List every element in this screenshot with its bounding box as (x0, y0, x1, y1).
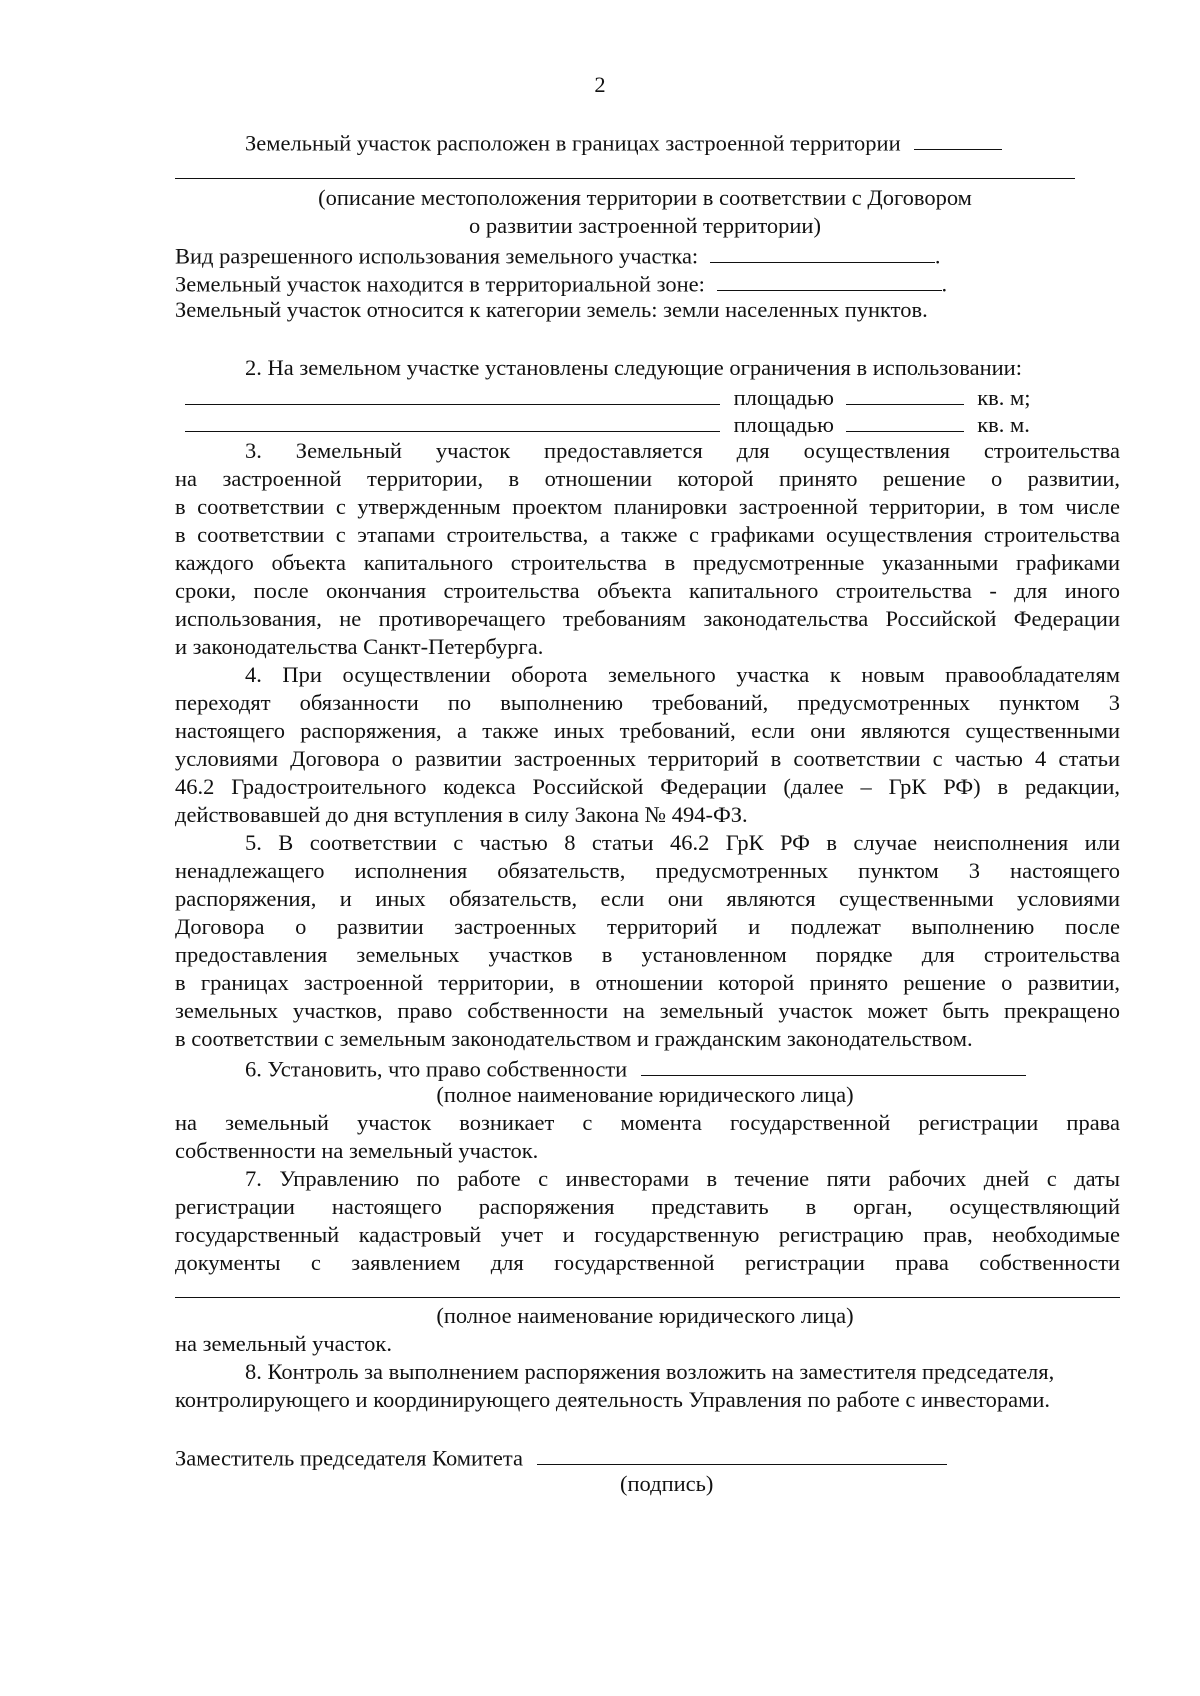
p7-line: регистрации настоящего распоряжения представить в орган, осуществляющий (175, 1194, 1120, 1219)
land-category-line: Земельный участок относится к категории земель: земли населенных пунктов. (175, 297, 928, 322)
p4-line: 46.2 Градостроительного кодекса Российской Федерации (далее – ГрК РФ) в редакции, (175, 774, 1120, 799)
legal-entity-blank-1[interactable] (641, 1054, 1026, 1076)
p4-line: переходят обязанности по выполнению требований, предусмотренных пунктом 3 (175, 690, 1120, 715)
p4-line: 4. При осуществлении оборота земельного участка к новым правообладателям (245, 662, 1120, 687)
p3-line: на застроенной территории, в отношении которой принято решение о развитии, (175, 466, 1120, 491)
area-label-2: площадью (733, 412, 834, 438)
signature-line (175, 1443, 947, 1471)
area-label-1: площадью (733, 385, 834, 411)
built-up-territory-line (245, 128, 1002, 156)
p5-line: 5. В соответствии с частью 8 статьи 46.2 ГрК РФ в случае неисполнения или (245, 830, 1120, 855)
p6-lead-line (245, 1054, 1026, 1082)
location-caption-1: (описание местоположения территории в соответствии с Договором (318, 185, 972, 210)
territorial-zone-label: Земельный участок находится в территориальной зоне: (175, 271, 705, 297)
p3-line: 3. Земельный участок предоставляется для осуществления строительства (245, 438, 1120, 463)
p3-line: в соответствии с этапами строительства, а также с графиками осуществления строительства (175, 522, 1120, 547)
p2-text: 2. На земельном участке установлены следующие ограничения в использовании: (245, 355, 1022, 380)
p3-line: каждого объекта капитального строительства в предусмотренные указанными графиками (175, 550, 1120, 575)
permitted-use-blank[interactable] (710, 241, 935, 263)
area-1-blank[interactable] (846, 383, 964, 405)
built-up-territory-blank[interactable] (914, 128, 1002, 150)
location-blank-rule[interactable] (175, 178, 1075, 179)
p7-line: документы с заявлением для государственной регистрации права собственности (175, 1250, 1120, 1275)
page-number: 2 (594, 72, 606, 97)
p6-line: собственности на земельный участок. (175, 1138, 539, 1163)
location-caption-2: о развитии застроенной территории) (469, 213, 821, 238)
built-up-territory-text: Земельный участок расположен в границах застроенной территории (245, 130, 901, 156)
unit-1: кв. м; (977, 385, 1031, 411)
restriction-1-blank[interactable] (185, 383, 720, 405)
signature-label: Заместитель председателя Комитета (175, 1445, 523, 1471)
p8-line: 8. Контроль за выполнением распоряжения возложить на заместителя председателя, (245, 1359, 1055, 1384)
unit-2: кв. м. (977, 412, 1030, 438)
territorial-zone-blank[interactable] (717, 269, 942, 291)
p8-line: контролирующего и координирующего деятельность Управления по работе с инвесторами. (175, 1387, 1050, 1412)
p7-line: государственный кадастровый учет и государственную регистрацию прав, необходимые (175, 1222, 1120, 1247)
p3-line: использования, не противоречащего требованиям законодательства Российской Федерации (175, 606, 1120, 631)
territorial-zone-line: Земельный участок находится в территориальной зоне: . (175, 269, 947, 297)
p3-line: сроки, после окончания строительства объекта капитального строительства - для иного (175, 578, 1120, 603)
p4-line: условиями Договора о развитии застроенных территорий в соответствии с частью 4 статьи (175, 746, 1120, 771)
p2-restriction-row-1 (185, 383, 1031, 411)
p5-line: распоряжения, и иных обязательств, если они являются существенными условиями (175, 886, 1120, 911)
legal-entity-blank-2[interactable] (175, 1297, 1120, 1298)
restriction-2-blank[interactable] (185, 410, 720, 432)
p7-line: 7. Управлению по работе с инвесторами в течение пяти рабочих дней с даты (245, 1166, 1120, 1191)
p5-line: Договора о развитии застроенных территорий и подлежат выполнению после (175, 914, 1120, 939)
p6-caption: (полное наименование юридического лица) (436, 1082, 854, 1107)
p3-line: и законодательства Санкт-Петербурга. (175, 634, 544, 659)
p7-tail: на земельный участок. (175, 1331, 392, 1356)
p6-lead: 6. Установить, что право собственности (245, 1056, 628, 1082)
p5-line: земельных участков, право собственности на земельный участок может быть прекращено (175, 998, 1120, 1023)
p6-line: на земельный участок возникает с момента государственной регистрации права (175, 1110, 1120, 1135)
permitted-use-label: Вид разрешенного использования земельного участка: (175, 243, 699, 269)
signature-caption: (подпись) (620, 1471, 714, 1496)
permitted-use-line: Вид разрешенного использования земельного участка: . (175, 241, 940, 269)
p2-restriction-row-2 (185, 410, 1030, 438)
signature-blank[interactable] (537, 1443, 947, 1465)
p7-caption: (полное наименование юридического лица) (436, 1303, 854, 1328)
p4-line: настоящего распоряжения, а также иных требований, если они являются существенными (175, 718, 1120, 743)
p5-line: в соответствии с земельным законодательством и гражданским законодательством. (175, 1026, 973, 1051)
p5-line: ненадлежащего исполнения обязательств, предусмотренных пунктом 3 настоящего (175, 858, 1120, 883)
p4-line: действовавшей до дня вступления в силу Закона № 494-ФЗ. (175, 802, 748, 827)
p3-line: в соответствии с утвержденным проектом планировки застроенной территории, в том числе (175, 494, 1120, 519)
p5-line: предоставления земельных участков в установленном порядке для строительства (175, 942, 1120, 967)
area-2-blank[interactable] (846, 410, 964, 432)
p5-line: в границах застроенной территории, в отношении которой принято решение о развитии, (175, 970, 1120, 995)
